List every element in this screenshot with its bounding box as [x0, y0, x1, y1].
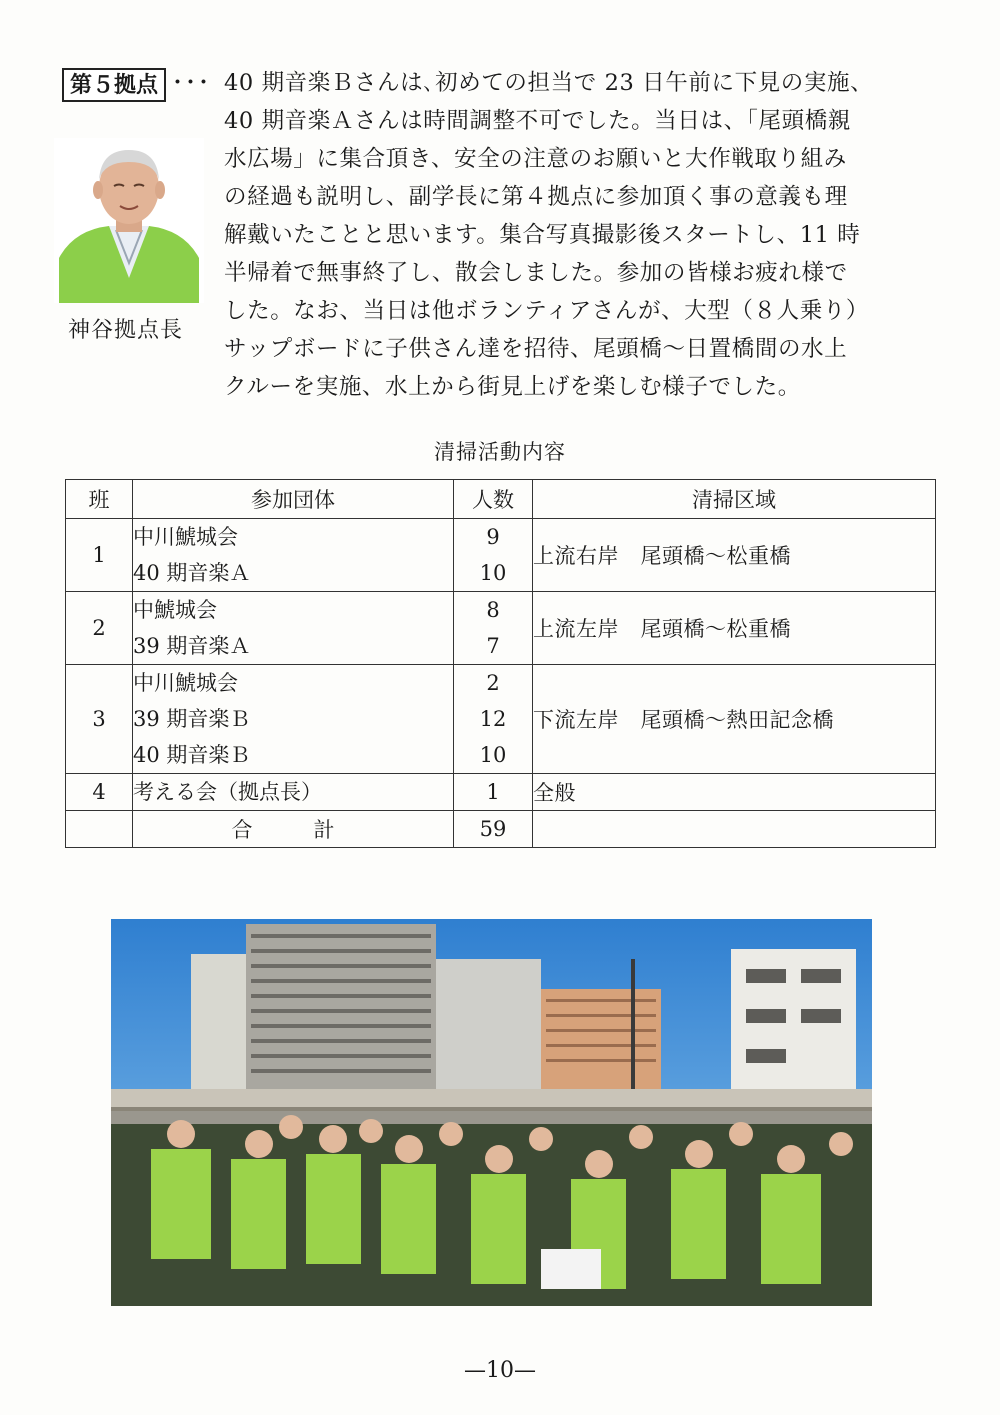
body-line: サップボードに子供さん達を招待、尾頭橋～日置橋間の水上 — [224, 336, 848, 362]
group-count: 1 — [486, 780, 500, 804]
table-row — [66, 592, 936, 665]
total-label: 合 計 — [133, 811, 454, 848]
table-row — [66, 774, 936, 811]
group-count: 2 — [486, 671, 500, 695]
body-paragraph — [224, 64, 944, 406]
group-name: 中川鯱城会 — [133, 671, 238, 695]
portrait-photo — [54, 138, 204, 303]
header-han: 班 — [66, 480, 133, 519]
group-name: 40 期音楽Ｂ — [133, 743, 251, 767]
row-counts — [454, 519, 533, 592]
row-area: 上流右岸 尾頭橋～松重橋 — [533, 519, 936, 592]
table-row — [66, 665, 936, 774]
row-han: 1 — [66, 519, 133, 592]
total-empty-cell — [66, 811, 133, 848]
header-count: 人数 — [454, 480, 533, 519]
total-count: 59 — [454, 811, 533, 848]
row-area: 下流左岸 尾頭橋～熱田記念橋 — [533, 665, 936, 774]
table-total-row — [66, 811, 936, 848]
row-counts — [454, 592, 533, 665]
row-area: 上流左岸 尾頭橋～松重橋 — [533, 592, 936, 665]
body-line: 半帰着で無事終了し、散会しました。参加の皆様お疲れ様で — [224, 260, 848, 286]
row-counts — [454, 665, 533, 774]
row-counts — [454, 774, 533, 811]
group-name: 考える会（拠点長） — [133, 780, 322, 804]
row-han: 2 — [66, 592, 133, 665]
cleaning-activity-table — [65, 479, 936, 848]
body-line: の経過も説明し、副学長に第４拠点に参加頂く事の意義も理 — [224, 184, 848, 210]
group-name: 40 期音楽Ａ — [133, 561, 251, 585]
body-line: した。なお、当日は他ボランティアさんが、大型（８人乗り） — [224, 298, 870, 324]
page-number: —10— — [464, 1358, 536, 1383]
section-label: 第５拠点 — [62, 68, 166, 102]
group-name: 中鯱城会 — [133, 598, 217, 622]
row-groups — [133, 592, 454, 665]
body-line: クルーを実施、水上から街見上げを楽しむ様子でした。 — [224, 374, 801, 400]
row-groups — [133, 774, 454, 811]
body-line: 解戴いたことと思います。集合写真撮影後スタートし、11 時 — [224, 222, 861, 248]
group-count: 7 — [486, 634, 500, 658]
body-line: 40 期音楽Ａさんは時間調整不可でした。当日は、「尾頭橋親 — [224, 108, 851, 134]
row-han: 4 — [66, 774, 133, 811]
row-groups — [133, 665, 454, 774]
group-name: 39 期音楽Ａ — [133, 634, 251, 658]
table-title: 清掃活動内容 — [434, 440, 566, 464]
body-line: 40 期音楽Ｂさんは､初めての担当で 23 日午前に下見の実施、 — [224, 70, 874, 96]
row-groups — [133, 519, 454, 592]
table-row — [66, 519, 936, 592]
group-photo — [111, 919, 872, 1306]
portrait-caption: 神谷拠点長 — [68, 318, 184, 343]
group-name: 中川鯱城会 — [133, 525, 238, 549]
header-group: 参加団体 — [133, 480, 454, 519]
row-han: 3 — [66, 665, 133, 774]
group-count: 10 — [479, 561, 507, 585]
section-label-dots: ･･･ — [172, 71, 212, 96]
row-area: 全般 — [533, 774, 936, 811]
group-count: 8 — [486, 598, 500, 622]
group-count: 9 — [486, 525, 500, 549]
group-name: 39 期音楽Ｂ — [133, 707, 251, 731]
group-count: 12 — [479, 707, 507, 731]
table-header-row — [66, 480, 936, 519]
group-count: 10 — [479, 743, 507, 767]
body-line: 水広場」に集合頂き、安全の注意のお願いと大作戦取り組み — [224, 146, 847, 172]
total-area-empty — [533, 811, 936, 848]
header-area: 清掃区域 — [533, 480, 936, 519]
